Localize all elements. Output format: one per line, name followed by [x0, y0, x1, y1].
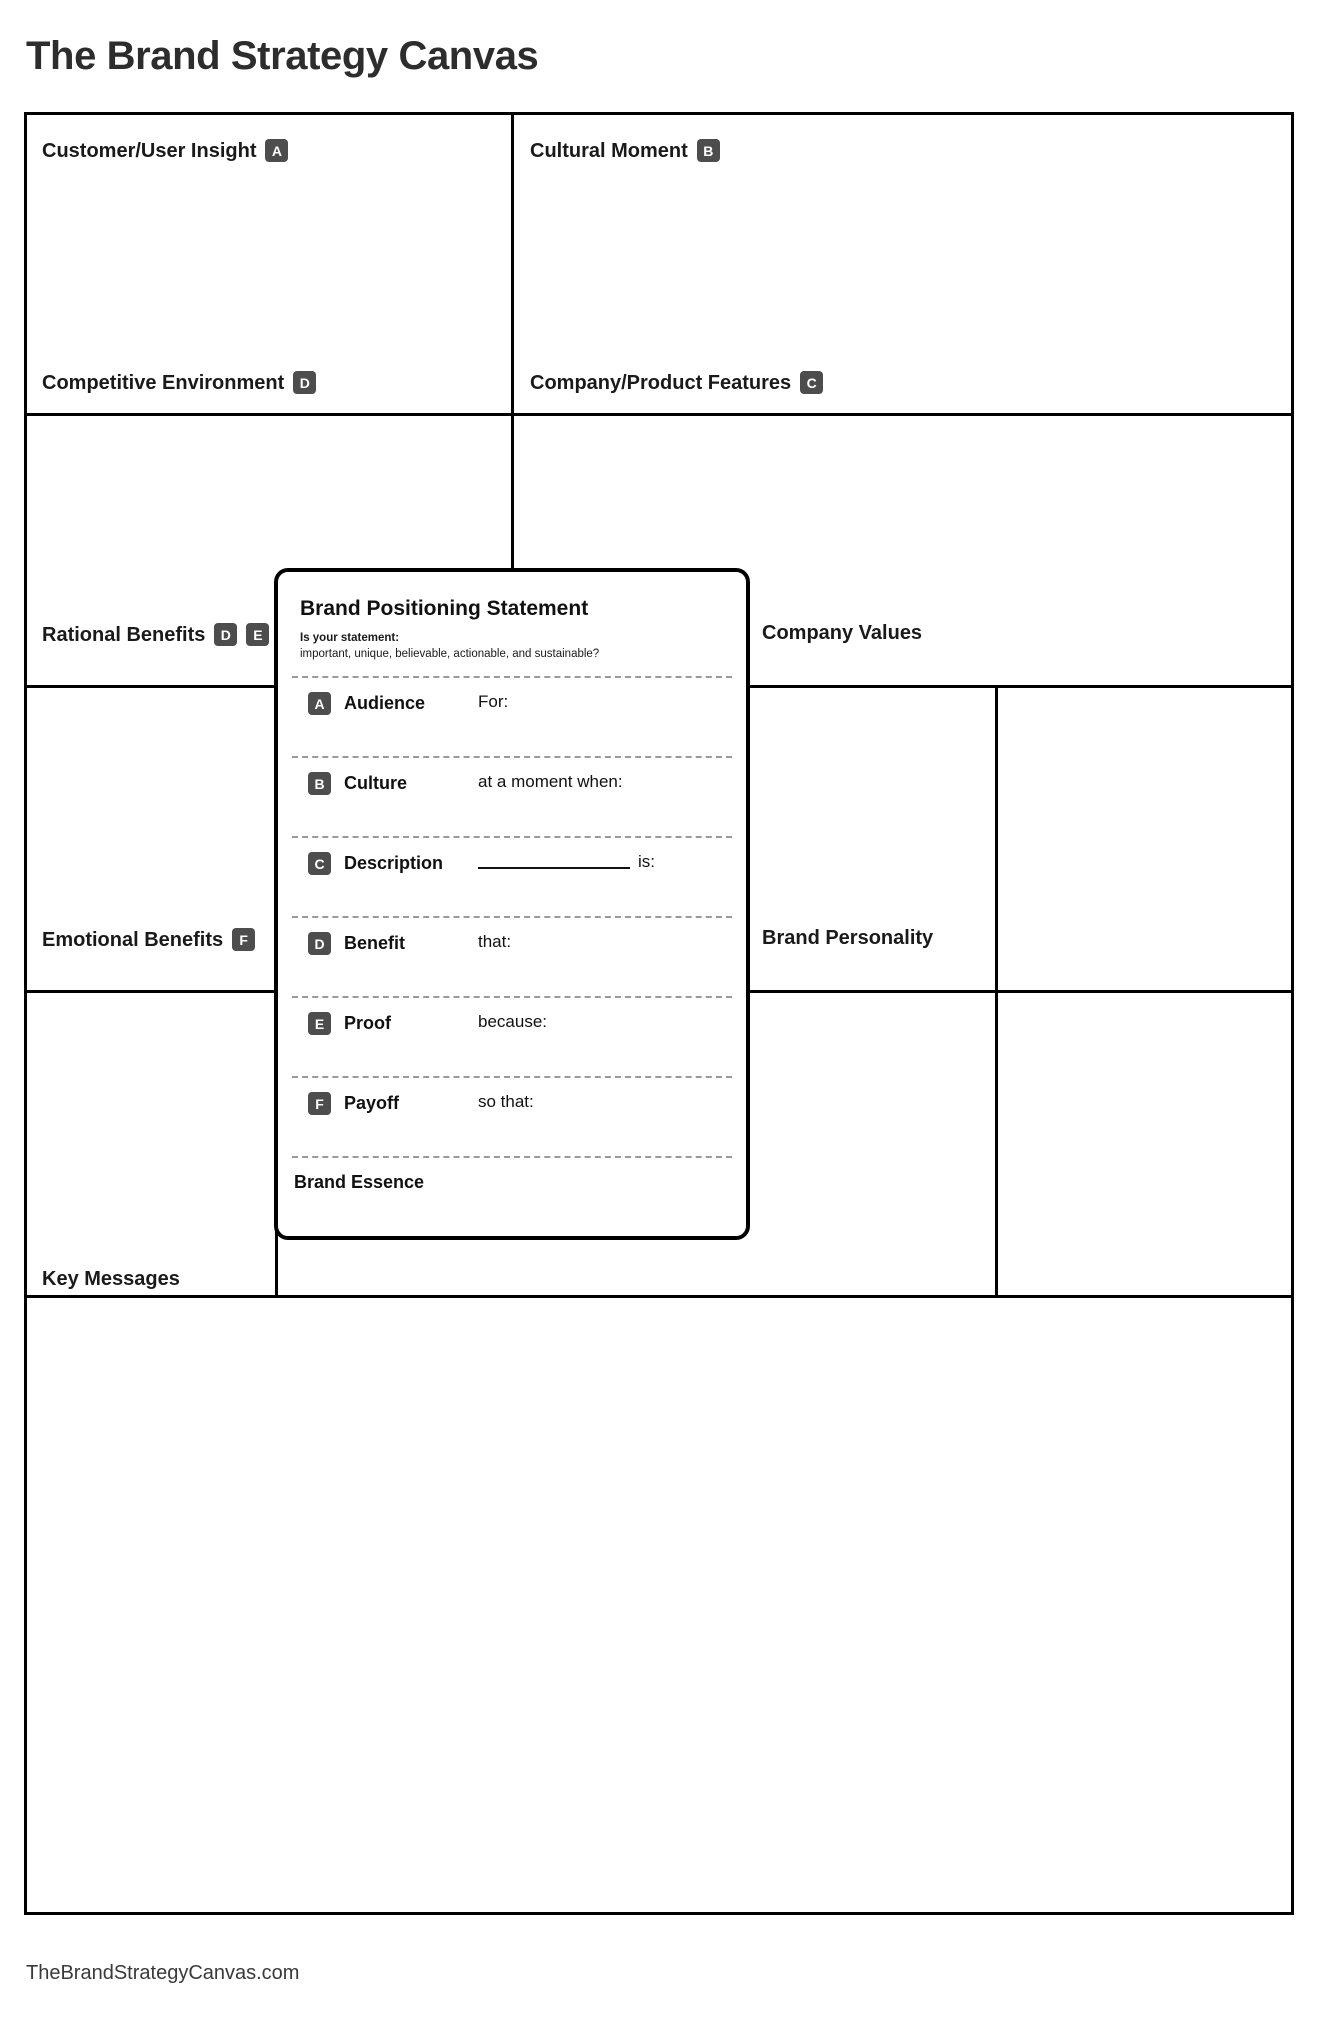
cell-header	[762, 928, 933, 948]
cell-header	[530, 139, 720, 162]
grid-divider-horizontal-4	[27, 1295, 1291, 1298]
cell-title: Brand Personality	[762, 927, 934, 949]
grid-divider-vertical-middle-right	[995, 685, 998, 1295]
panel-row-benefit[interactable]	[292, 916, 732, 996]
grid-divider-horizontal-1	[27, 413, 1291, 416]
footer-url: TheBrandStrategyCanvas.com	[26, 1962, 300, 1984]
row-label: Benefit	[344, 933, 406, 953]
row-prompt: so that:	[478, 1092, 534, 1111]
cell-title: Emotional Benefits	[42, 928, 224, 951]
row-label: Culture	[344, 773, 407, 793]
badge-a-icon: A	[265, 139, 288, 162]
row-label: Proof	[344, 1013, 391, 1033]
cell-rational-benefits[interactable]	[42, 623, 269, 646]
cell-emotional-benefits[interactable]	[42, 928, 255, 951]
cell-company-product-features[interactable]	[530, 371, 823, 394]
badge-c-icon: C	[800, 371, 823, 394]
cell-header	[42, 623, 269, 646]
panel-title: Brand Positioning Statement	[300, 597, 589, 620]
cell-header	[530, 371, 823, 394]
cell-key-messages[interactable]	[42, 1269, 180, 1289]
cell-header	[762, 623, 922, 643]
row-prompt: that:	[478, 932, 512, 951]
panel-row-proof[interactable]	[292, 996, 732, 1076]
cell-competitive-environment[interactable]	[42, 371, 316, 394]
panel-subtitle	[300, 630, 599, 663]
fill-in-blank-line[interactable]	[478, 855, 630, 869]
panel-subtitle-strong: Is your statement:	[300, 632, 400, 644]
badge-d-icon: D	[308, 932, 331, 955]
badge-a-icon: A	[308, 692, 331, 715]
cell-header	[42, 371, 316, 394]
cell-header	[42, 928, 255, 951]
panel-row-brand-essence[interactable]	[292, 1156, 732, 1234]
cell-header	[42, 139, 288, 162]
badge-f-icon: F	[232, 928, 255, 951]
badge-f-icon: F	[308, 1092, 331, 1115]
badge-c-icon: C	[308, 852, 331, 875]
cell-title: Cultural Moment	[530, 139, 688, 162]
brand-positioning-statement-panel[interactable]	[274, 568, 750, 1240]
row-label: Brand Essence	[294, 1172, 425, 1192]
badge-d-icon: D	[214, 623, 237, 646]
row-label: Description	[344, 853, 444, 873]
row-prompt-wrapper	[478, 852, 655, 872]
cell-company-values[interactable]	[762, 623, 922, 643]
panel-row-payoff[interactable]	[292, 1076, 732, 1156]
cell-title: Company/Product Features	[530, 371, 792, 394]
cell-title: Company Values	[762, 622, 923, 644]
panel-row-culture[interactable]	[292, 756, 732, 836]
cell-title: Key Messages	[42, 1268, 180, 1290]
panel-rows	[278, 676, 746, 1234]
cell-title: Competitive Environment	[42, 371, 285, 394]
badge-e-icon: E	[308, 1012, 331, 1035]
panel-row-description[interactable]	[292, 836, 732, 916]
cell-brand-personality[interactable]	[762, 928, 933, 948]
row-prompt: at a moment when:	[478, 772, 623, 791]
cell-header	[42, 1269, 180, 1289]
badge-b-icon: B	[308, 772, 331, 795]
panel-subtitle-text: important, unique, believable, actionable, and sustainable?	[300, 648, 600, 661]
row-label: Payoff	[344, 1093, 400, 1113]
cell-title: Customer/User Insight	[42, 139, 257, 162]
panel-row-audience[interactable]	[292, 676, 732, 756]
badge-b-icon: B	[697, 139, 720, 162]
row-prompt: is:	[638, 852, 655, 871]
row-prompt: because:	[478, 1012, 547, 1031]
cell-title: Rational Benefits	[42, 623, 206, 646]
badge-e-icon: E	[246, 623, 269, 646]
cell-customer-user-insight[interactable]	[42, 139, 288, 162]
page-title: The Brand Strategy Canvas	[26, 34, 539, 78]
badge-d-icon: D	[293, 371, 316, 394]
row-label: Audience	[344, 693, 426, 713]
row-prompt: For:	[478, 692, 509, 711]
cell-cultural-moment[interactable]	[530, 139, 720, 162]
